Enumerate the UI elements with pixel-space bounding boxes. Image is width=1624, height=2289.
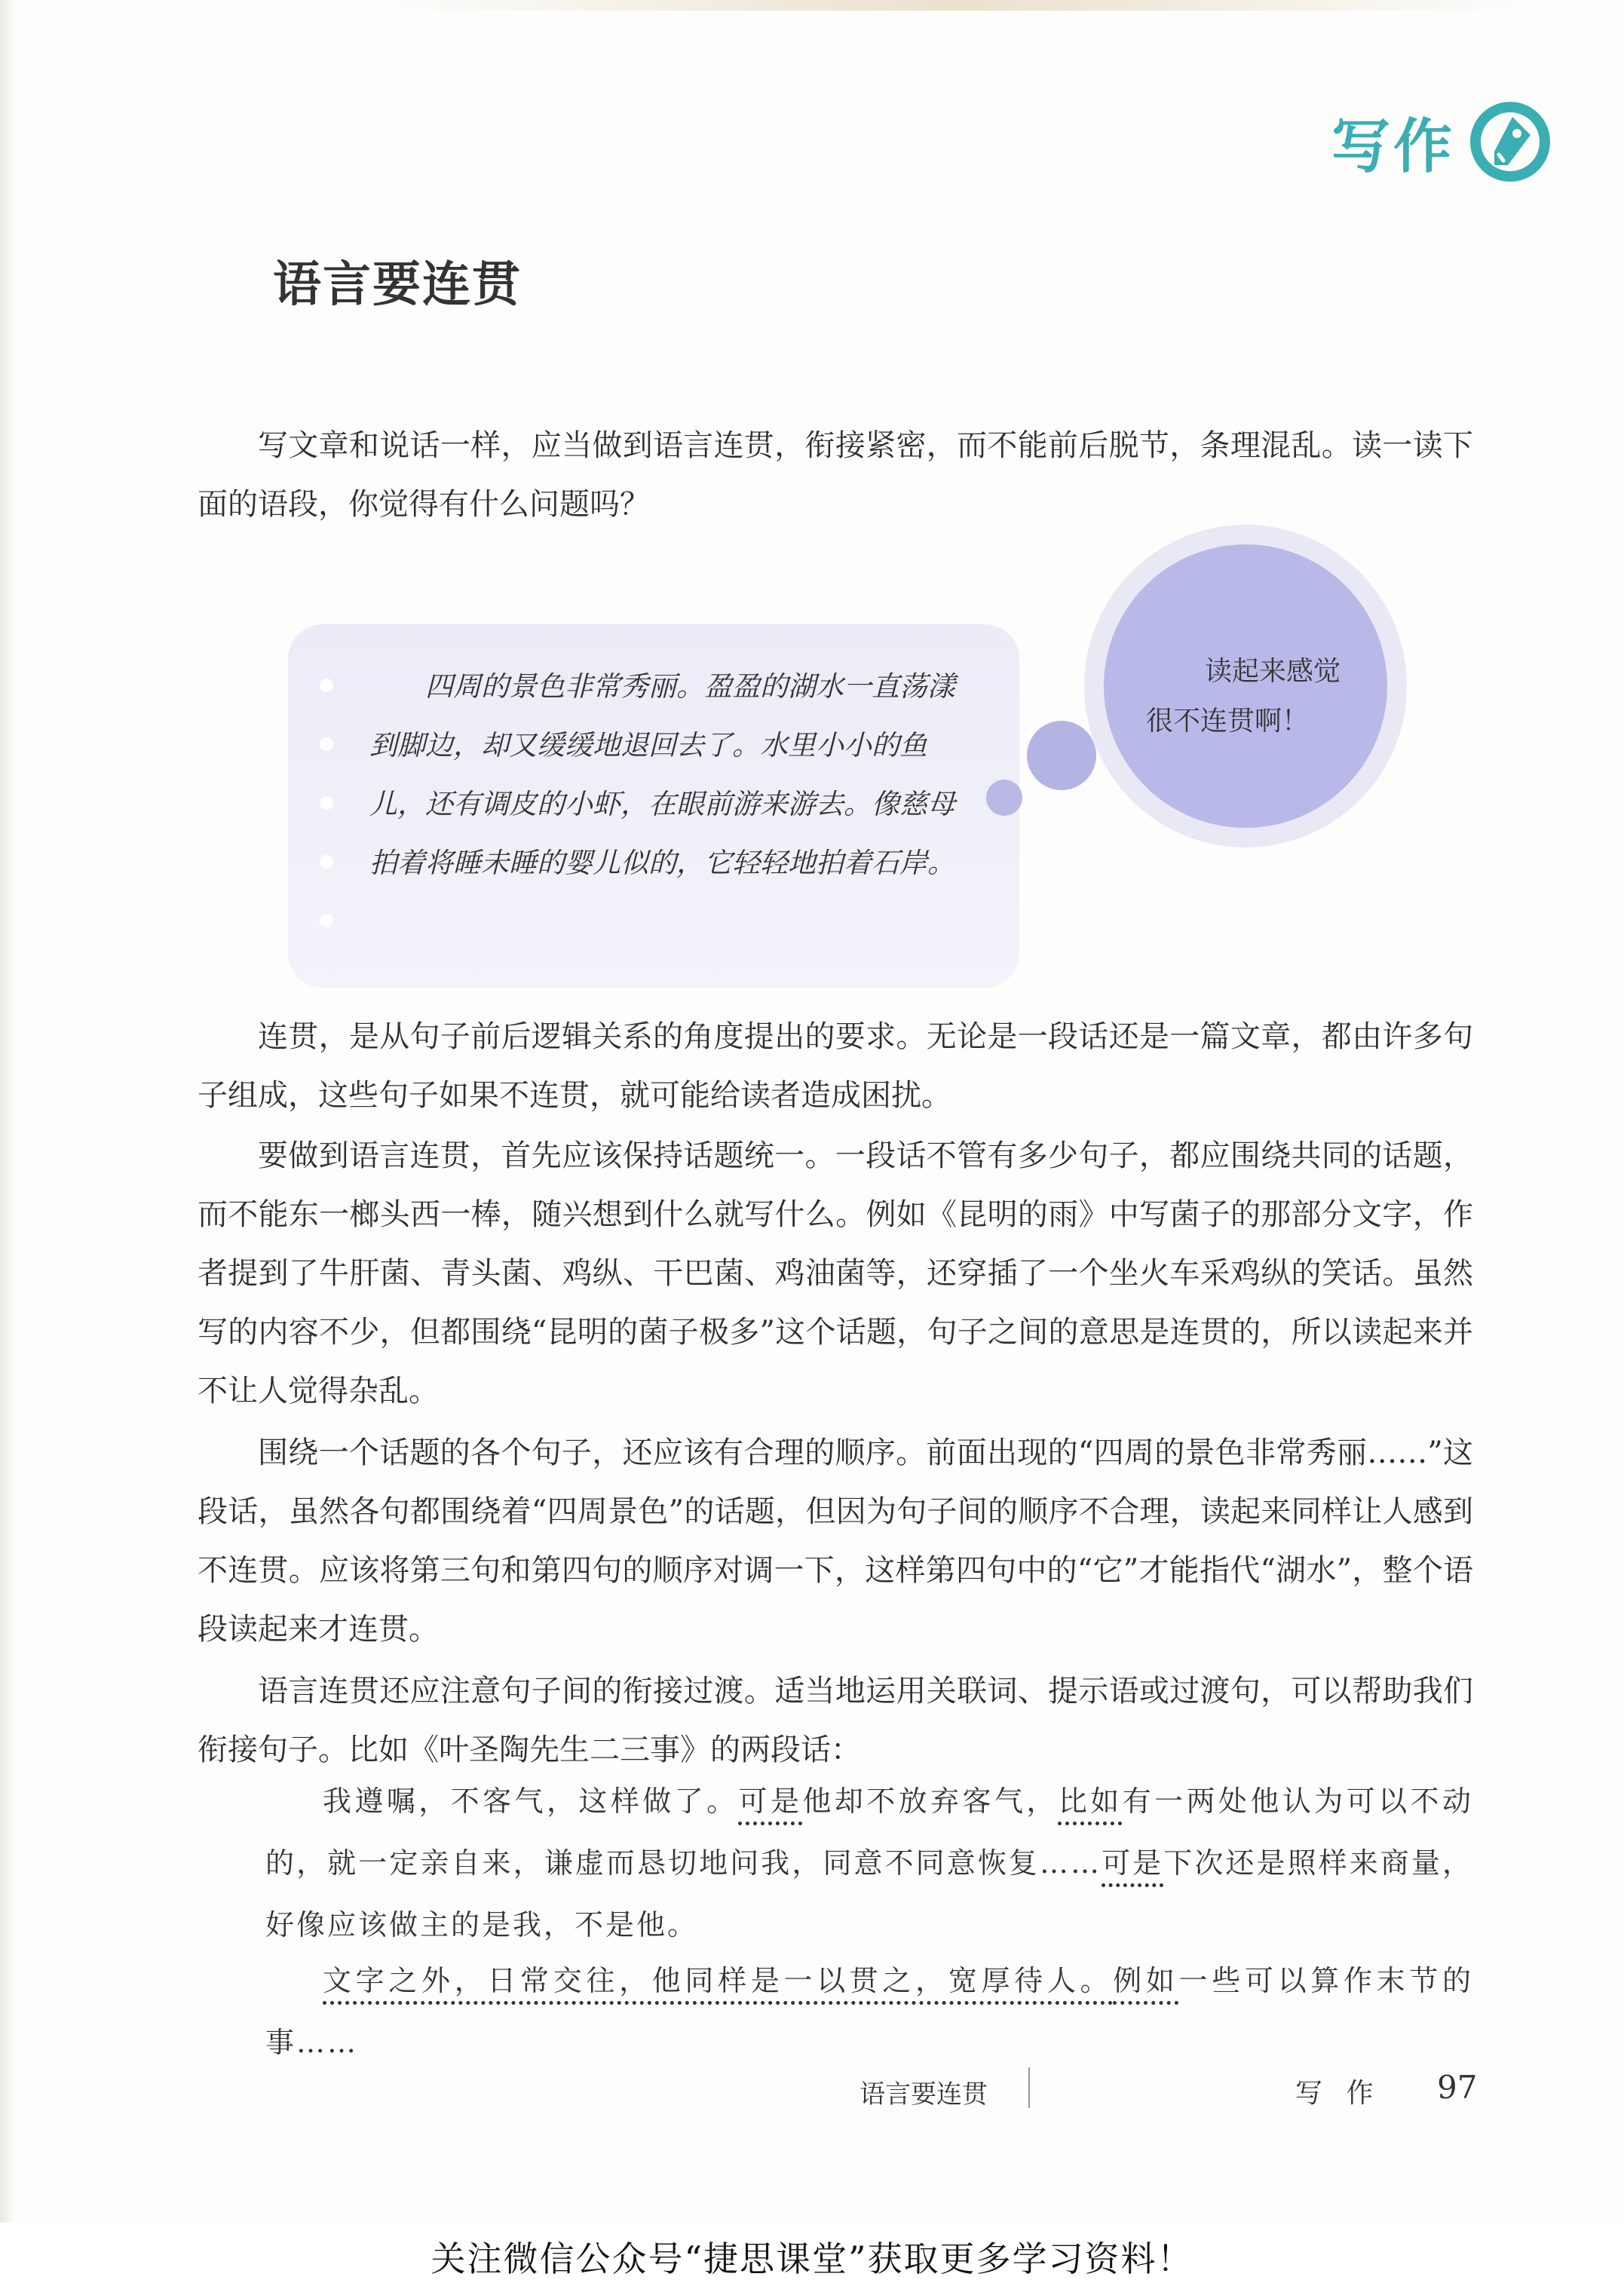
example-text: 我遵嘱，不客气，这样做了。 bbox=[323, 1785, 739, 1818]
card-dot bbox=[320, 679, 333, 692]
section-badge bbox=[1331, 97, 1552, 187]
sample-passage: 四周的景色非常秀丽。盈盈的湖水一直荡漾到脚边，却又缓缓地退回去了。水里小小的鱼儿，还有调皮的小虾，在眼前游来游去。像慈母拍着将睡未睡的婴儿似的，它轻轻地拍着石岸。 bbox=[369, 670, 955, 879]
thought-line-1: 读起来感觉 bbox=[1204, 656, 1341, 687]
example-quote-1 bbox=[265, 1770, 1473, 1956]
card-dot bbox=[320, 855, 333, 869]
transition-sentence: 文字之外，日常交往，他同样是一以贯之，宽厚待人。 bbox=[323, 1964, 1114, 1997]
page-number: 97 bbox=[1437, 2069, 1478, 2106]
connective-word: 比如 bbox=[1058, 1785, 1123, 1818]
connective-word: 可是 bbox=[738, 1785, 803, 1818]
scan-top-strip bbox=[392, 0, 1523, 11]
body-paragraph-3: 围绕一个话题的各个句子，还应该有合理的顺序。前面出现的“四周的景色非常秀丽……”这段话，虽然各句都围绕着“四周景色”的话题，但因为句子间的顺序不合理，读起来同样让人感到不连贯。应该将第三句和第四句的顺序对调一下，这样第四句中的“它”才能指代“湖水”，整个语段读起来才连贯。 bbox=[198, 1436, 1473, 1647]
page-title: 语言要连贯 bbox=[273, 257, 522, 313]
footer-divider bbox=[1028, 2067, 1030, 2108]
example-text: 有一两处他认为可以不动的，就一定亲自来，谦虚而恳切地问我，同意不同意恢复…… bbox=[265, 1785, 1473, 1880]
card-dot bbox=[320, 737, 333, 751]
body-paragraph-2: 要做到语言连贯，首先应该保持话题统一。一段话不管有多少句子，都应围绕共同的话题，而不能东一榔头西一棒，随兴想到什么就写什么。例如《昆明的雨》中写菌子的那部分文字，作者提到了牛肝菌、青头菌、鸡纵、干巴菌、鸡油菌等，还穿插了一个坐火车采鸡纵的笑话。虽然写的内容不少，但都围绕“昆明的菌子极多”这个话题，句子之间的意思是连贯的，所以读起来并不让人觉得杂乱。 bbox=[198, 1138, 1473, 1408]
body-paragraph-1: 连贯，是从句子前后逻辑关系的角度提出的要求。无论是一段话还是一篇文章，都由许多句子组成，这些句子如果不连贯，就可能给读者造成困扰。 bbox=[198, 1019, 1473, 1113]
pen-circle-icon bbox=[1469, 100, 1552, 183]
example-text: 下次还是照样来商量，好像应该做主的是我，不是他。 bbox=[265, 1846, 1473, 1941]
thought-line-2: 很不连贯啊！ bbox=[1146, 706, 1310, 737]
section-label: 写作 bbox=[1331, 113, 1455, 181]
thought-dot-small bbox=[986, 780, 1022, 816]
body-paragraph-4: 语言连贯还应注意句子间的衔接过渡。适当地运用关联词、提示语或过渡句，可以帮助我们衔接句子。比如《叶圣陶先生二三事》的两段话： bbox=[198, 1674, 1473, 1767]
footer-lesson-title: 语言要连贯 bbox=[859, 2079, 988, 2110]
quote-card bbox=[288, 624, 1019, 988]
card-dot bbox=[320, 914, 333, 927]
page-edge bbox=[0, 0, 12, 2223]
example-text: 一些可以算作末节的事…… bbox=[265, 1964, 1473, 2059]
example-text: 他却不放弃客气， bbox=[802, 1785, 1059, 1818]
thought-text bbox=[1146, 647, 1357, 746]
connective-word: 可是 bbox=[1102, 1846, 1164, 1880]
footer-section: 写 作 bbox=[1295, 2078, 1381, 2109]
connective-word: 例如 bbox=[1113, 1964, 1179, 1997]
intro-paragraph: 写文章和说话一样，应当做到语言连贯，衔接紧密，而不能前后脱节，条理混乱。读一读下面的语段，你觉得有什么问题吗？ bbox=[198, 428, 1473, 522]
thought-dot-medium bbox=[1027, 721, 1096, 790]
example-quote-2 bbox=[265, 1950, 1473, 2073]
card-dot bbox=[320, 796, 333, 810]
watermark-caption: 关注微信公众号“捷思课堂”获取更多学习资料！ bbox=[431, 2238, 1193, 2279]
